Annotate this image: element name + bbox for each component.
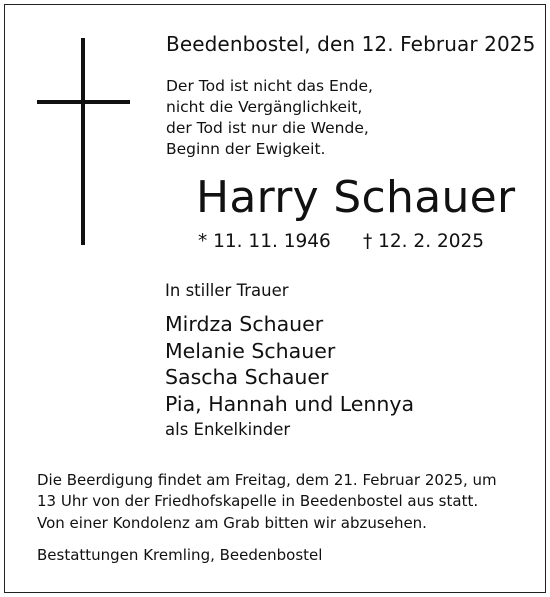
verse-line: der Tod ist nur die Wende,	[166, 119, 369, 137]
mourner-name: Melanie Schauer	[165, 338, 336, 363]
condolence-note: Von einer Kondolenz am Grab bitten wir abzusehen.	[37, 514, 427, 532]
birth-date: * 11. 11. 1946	[198, 231, 331, 252]
undertaker: Bestattungen Kremling, Beedenbostel	[37, 546, 323, 564]
cross-icon-crossbar	[37, 100, 130, 104]
mourner-list	[165, 311, 414, 417]
cross-icon	[81, 38, 85, 245]
funeral-info-line: Die Beerdigung findet am Freitag, dem 21. Februar 2025, um	[37, 471, 497, 489]
deceased-name: Harry Schauer	[196, 172, 516, 223]
verse-line: Der Tod ist nicht das Ende,	[166, 77, 373, 95]
funeral-info-line: 13 Uhr von der Friedhofskapelle in Beedenbostel aus statt.	[37, 491, 479, 510]
place-date: Beedenbostel, den 12. Februar 2025	[166, 32, 536, 56]
mourner-name: Sascha Schauer	[165, 365, 329, 389]
mourner-name: Pia, Hannah und Lennya	[165, 391, 415, 416]
grandchildren-note: als Enkelkinder	[165, 420, 291, 439]
verse	[166, 76, 373, 160]
verse-line: nicht die Vergänglichkeit,	[166, 98, 363, 116]
death-date: † 12. 2. 2025	[363, 231, 485, 252]
mourner-name: Mirdza Schauer	[165, 312, 324, 336]
verse-line: Beginn der Ewigkeit.	[166, 140, 326, 158]
mourning-intro: In stiller Trauer	[165, 281, 289, 300]
funeral-info	[37, 470, 497, 511]
